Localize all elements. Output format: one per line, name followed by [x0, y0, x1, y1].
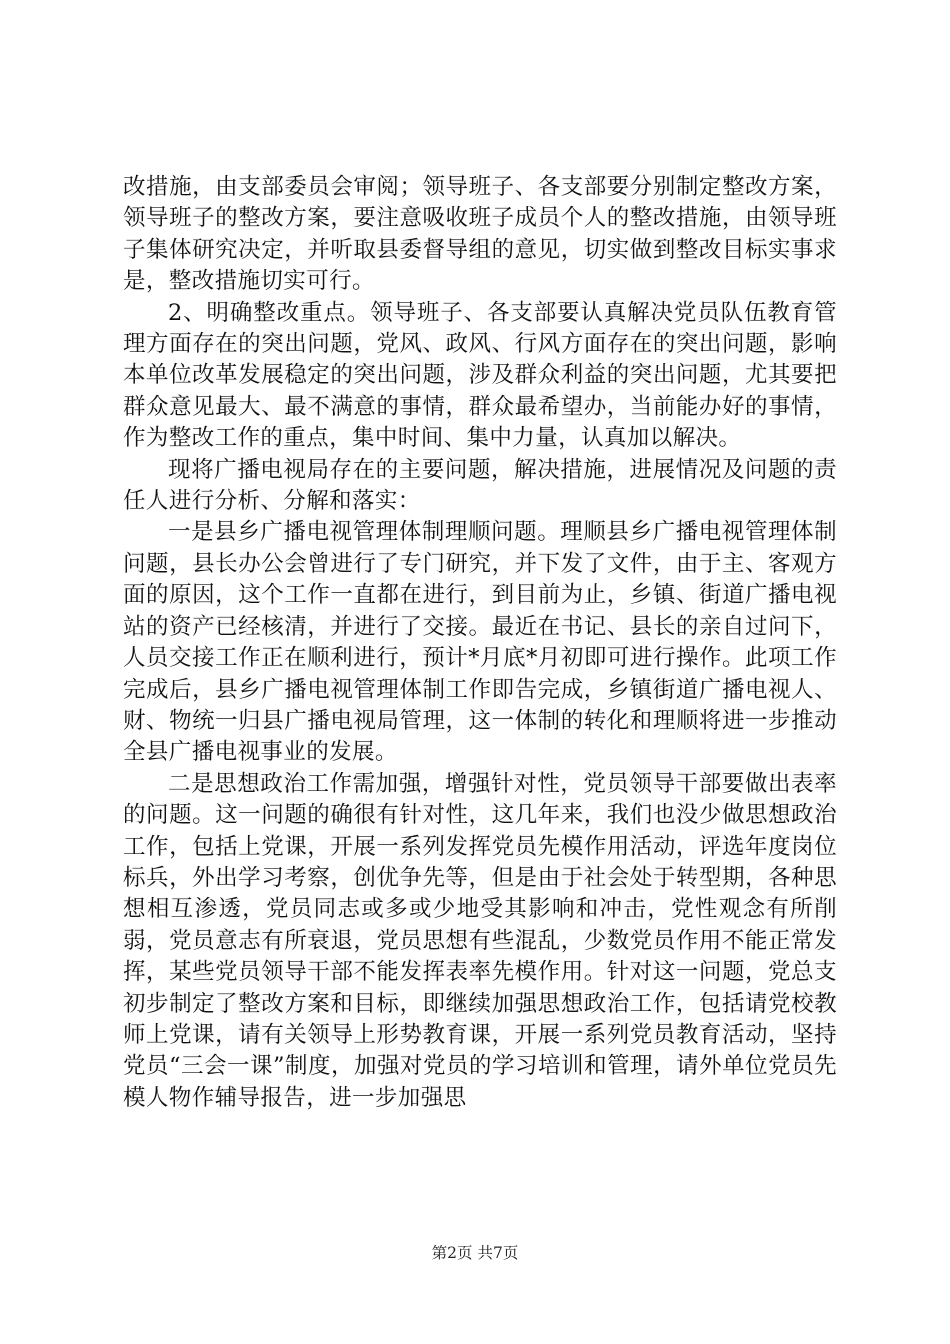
page-number-label: 第2页 共7页	[431, 1244, 519, 1262]
document-body	[123, 172, 837, 1114]
paragraph-3: 现将广播电视局存在的主要问题，解决措施，进展情况及问题的责任人进行分析、分解和落实：	[123, 456, 837, 515]
paragraph-4: 一是县乡广播电视管理体制理顺问题。理顺县乡广播电视管理体制问题，县长办公会曾进行了专门研究，并下发了文件，由于主、客观方面的原因，这个工作一直都在进行，到目前为止，乡镇、街道广播电视站的资产已经核清，并进行了交接。最近在书记、县长的亲自过问下，人员交接工作正在顺利进行，预计*月底*月初即可进行操作。此项工作完成后，县乡广播电视管理体制工作即告完成，乡镇街道广播电视人、财、物统一归县广播电视局管理，这一体制的转化和理顺将进一步推动全县广播电视事业的发展。	[123, 519, 837, 766]
paragraph-2: 2、明确整改重点。领导班子、各支部要认真解决党员队伍教育管理方面存在的突出问题，党风、政风、行风方面存在的突出问题，影响本单位改革发展稳定的突出问题，涉及群众利益的突出问题，尤其要把群众意见最大、最不满意的事情，群众最希望办，当前能办好的事情，作为整改工作的重点，集中时间、集中力量，认真加以解决。	[123, 299, 837, 452]
paragraph-5: 二是思想政治工作需加强，增强针对性，党员领导干部要做出表率的问题。这一问题的确很有针对性，这几年来，我们也没少做思想政治工作，包括上党课，开展一系列发挥党员先模作用活动，评选年度岗位标兵，外出学习考察，创优争先等，但是由于社会处于转型期，各种思想相互渗透，党员同志或多或少地受其影响和冲击，党性观念有所削弱，党员意志有所衰退，党员思想有些混乱，少数党员作用不能正常发挥，某些党员领导干部不能发挥表率先模作用。针对这一问题，党总支初步制定了整改方案和目标，即继续加强思想政治工作，包括请党校教师上党课，请有关领导上形势教育课，开展一系列党员教育活动，坚持党员“三会一课”制度，加强对党员的学习培训和管理，请外单位党员先模人物作辅导报告，进一步加强思	[123, 770, 837, 1111]
page-footer	[0, 1243, 950, 1263]
paragraph-1: 改措施，由支部委员会审阅；领导班子、各支部要分别制定整改方案，领导班子的整改方案，要注意吸收班子成员个人的整改措施，由领导班子集体研究决定，并听取县委督导组的意见，切实做到整改目标实事求是，整改措施切实可行。	[123, 174, 837, 295]
